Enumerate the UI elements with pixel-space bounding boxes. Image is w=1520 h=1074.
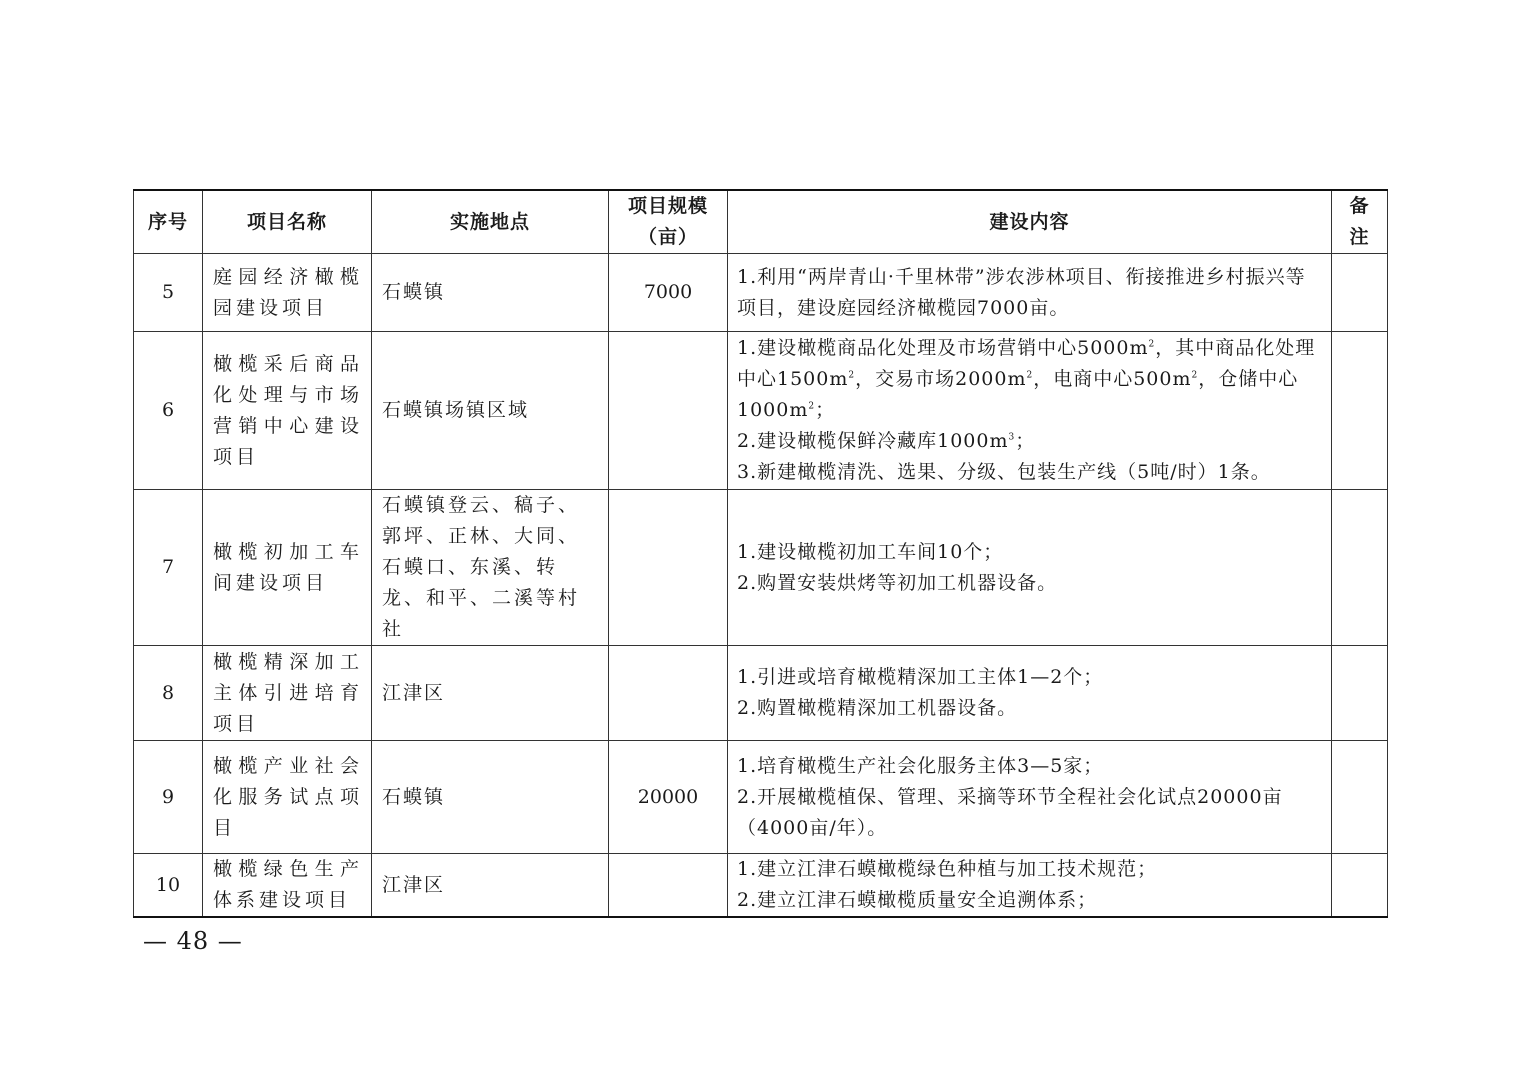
content-line: 2.购置橄榄精深加工机器设备。 [737, 697, 1018, 719]
table-row [134, 646, 1388, 741]
content-line: 2.购置安装烘烤等初加工机器设备。 [737, 571, 1058, 594]
table-header-row [134, 190, 1388, 254]
row-location: 石蟆镇 [372, 254, 609, 332]
row-project-name: 橄榄精深加工主体引进培育项目 [203, 646, 372, 741]
row-content [728, 646, 1332, 741]
table-row [134, 741, 1388, 854]
row-scale: 20000 [609, 741, 728, 854]
row-location: 江津区 [372, 854, 609, 918]
row-location: 石蟆镇登云、稿子、郭坪、正林、大同、石蟆口、东溪、转龙、和平、二溪等村社 [372, 490, 609, 646]
table-row [134, 490, 1388, 646]
header-name: 项目名称 [203, 190, 372, 254]
row-content [728, 254, 1332, 332]
row-scale: 7000 [609, 254, 728, 332]
row-content [728, 741, 1332, 854]
header-note-line1: 备 [1349, 195, 1370, 217]
content-line: 2.建设橄榄保鲜冷藏库$1000m^3$； [737, 430, 1036, 452]
row-scale [609, 854, 728, 918]
header-scale-line2: （亩） [637, 226, 698, 248]
row-content [728, 854, 1332, 918]
row-no: 10 [134, 854, 203, 918]
table-row [134, 332, 1388, 490]
row-note [1332, 490, 1388, 646]
row-project-name: 橄榄初加工车间建设项目 [203, 490, 372, 646]
row-no: 9 [134, 741, 203, 854]
row-note [1332, 646, 1388, 741]
content-line: 1.引进或培育橄榄精深加工主体1—2个； [737, 666, 1104, 688]
content-line: 2.开展橄榄植保、管理、采摘等环节全程社会化试点20000亩（4000亩/年）。 [737, 785, 1283, 839]
row-note [1332, 854, 1388, 918]
row-no: 6 [134, 332, 203, 490]
row-scale [609, 490, 728, 646]
content-line: 2.建立江津石蟆橄榄质量安全追溯体系； [737, 889, 1098, 911]
header-location: 实施地点 [372, 190, 609, 254]
header-note [1332, 190, 1388, 254]
table-row [134, 854, 1388, 918]
content-line: 3.新建橄榄清洗、选果、分级、包装生产线（5吨/时）1条。 [737, 461, 1271, 483]
row-scale [609, 332, 728, 490]
content-line: 1.利用“两岸青山·千里林带”涉农涉林项目、衔接推进乡村振兴等项目，建设庭园经济橄榄园7000亩。 [737, 265, 1306, 319]
row-location: 江津区 [372, 646, 609, 741]
content-line: 1.建设橄榄商品化处理及市场营销中心$5000m^2$，其中商品化处理中心$1500m^2$，交易市场$2000m^2$，电商中心$500m^2$，仓储中心$1000m^2$； [737, 337, 1316, 421]
page-number: — 48 — [143, 927, 243, 955]
content-line: 1.建设橄榄初加工车间10个； [737, 540, 1004, 563]
table-row [134, 254, 1388, 332]
row-note [1332, 254, 1388, 332]
row-no: 5 [134, 254, 203, 332]
row-project-name: 橄榄产业社会化服务试点项目 [203, 741, 372, 854]
header-note-line2: 注 [1349, 226, 1370, 248]
row-content [728, 332, 1332, 490]
row-location: 石蟆镇 [372, 741, 609, 854]
content-line: 1.建立江津石蟆橄榄绿色种植与加工技术规范； [737, 858, 1158, 880]
content-line: 1.培育橄榄生产社会化服务主体3—5家； [737, 754, 1104, 777]
row-scale [609, 646, 728, 741]
header-scale [609, 190, 728, 254]
row-content [728, 490, 1332, 646]
header-scale-line1: 项目规模 [627, 195, 708, 217]
project-table [133, 189, 1388, 918]
row-project-name: 庭园经济橄榄园建设项目 [203, 254, 372, 332]
header-no: 序号 [134, 190, 203, 254]
row-project-name: 橄榄采后商品化处理与市场营销中心建设项目 [203, 332, 372, 490]
row-note [1332, 332, 1388, 490]
row-no: 7 [134, 490, 203, 646]
header-content: 建设内容 [728, 190, 1332, 254]
row-note [1332, 741, 1388, 854]
row-project-name: 橄榄绿色生产体系建设项目 [203, 854, 372, 918]
row-location: 石蟆镇场镇区域 [372, 332, 609, 490]
row-no: 8 [134, 646, 203, 741]
